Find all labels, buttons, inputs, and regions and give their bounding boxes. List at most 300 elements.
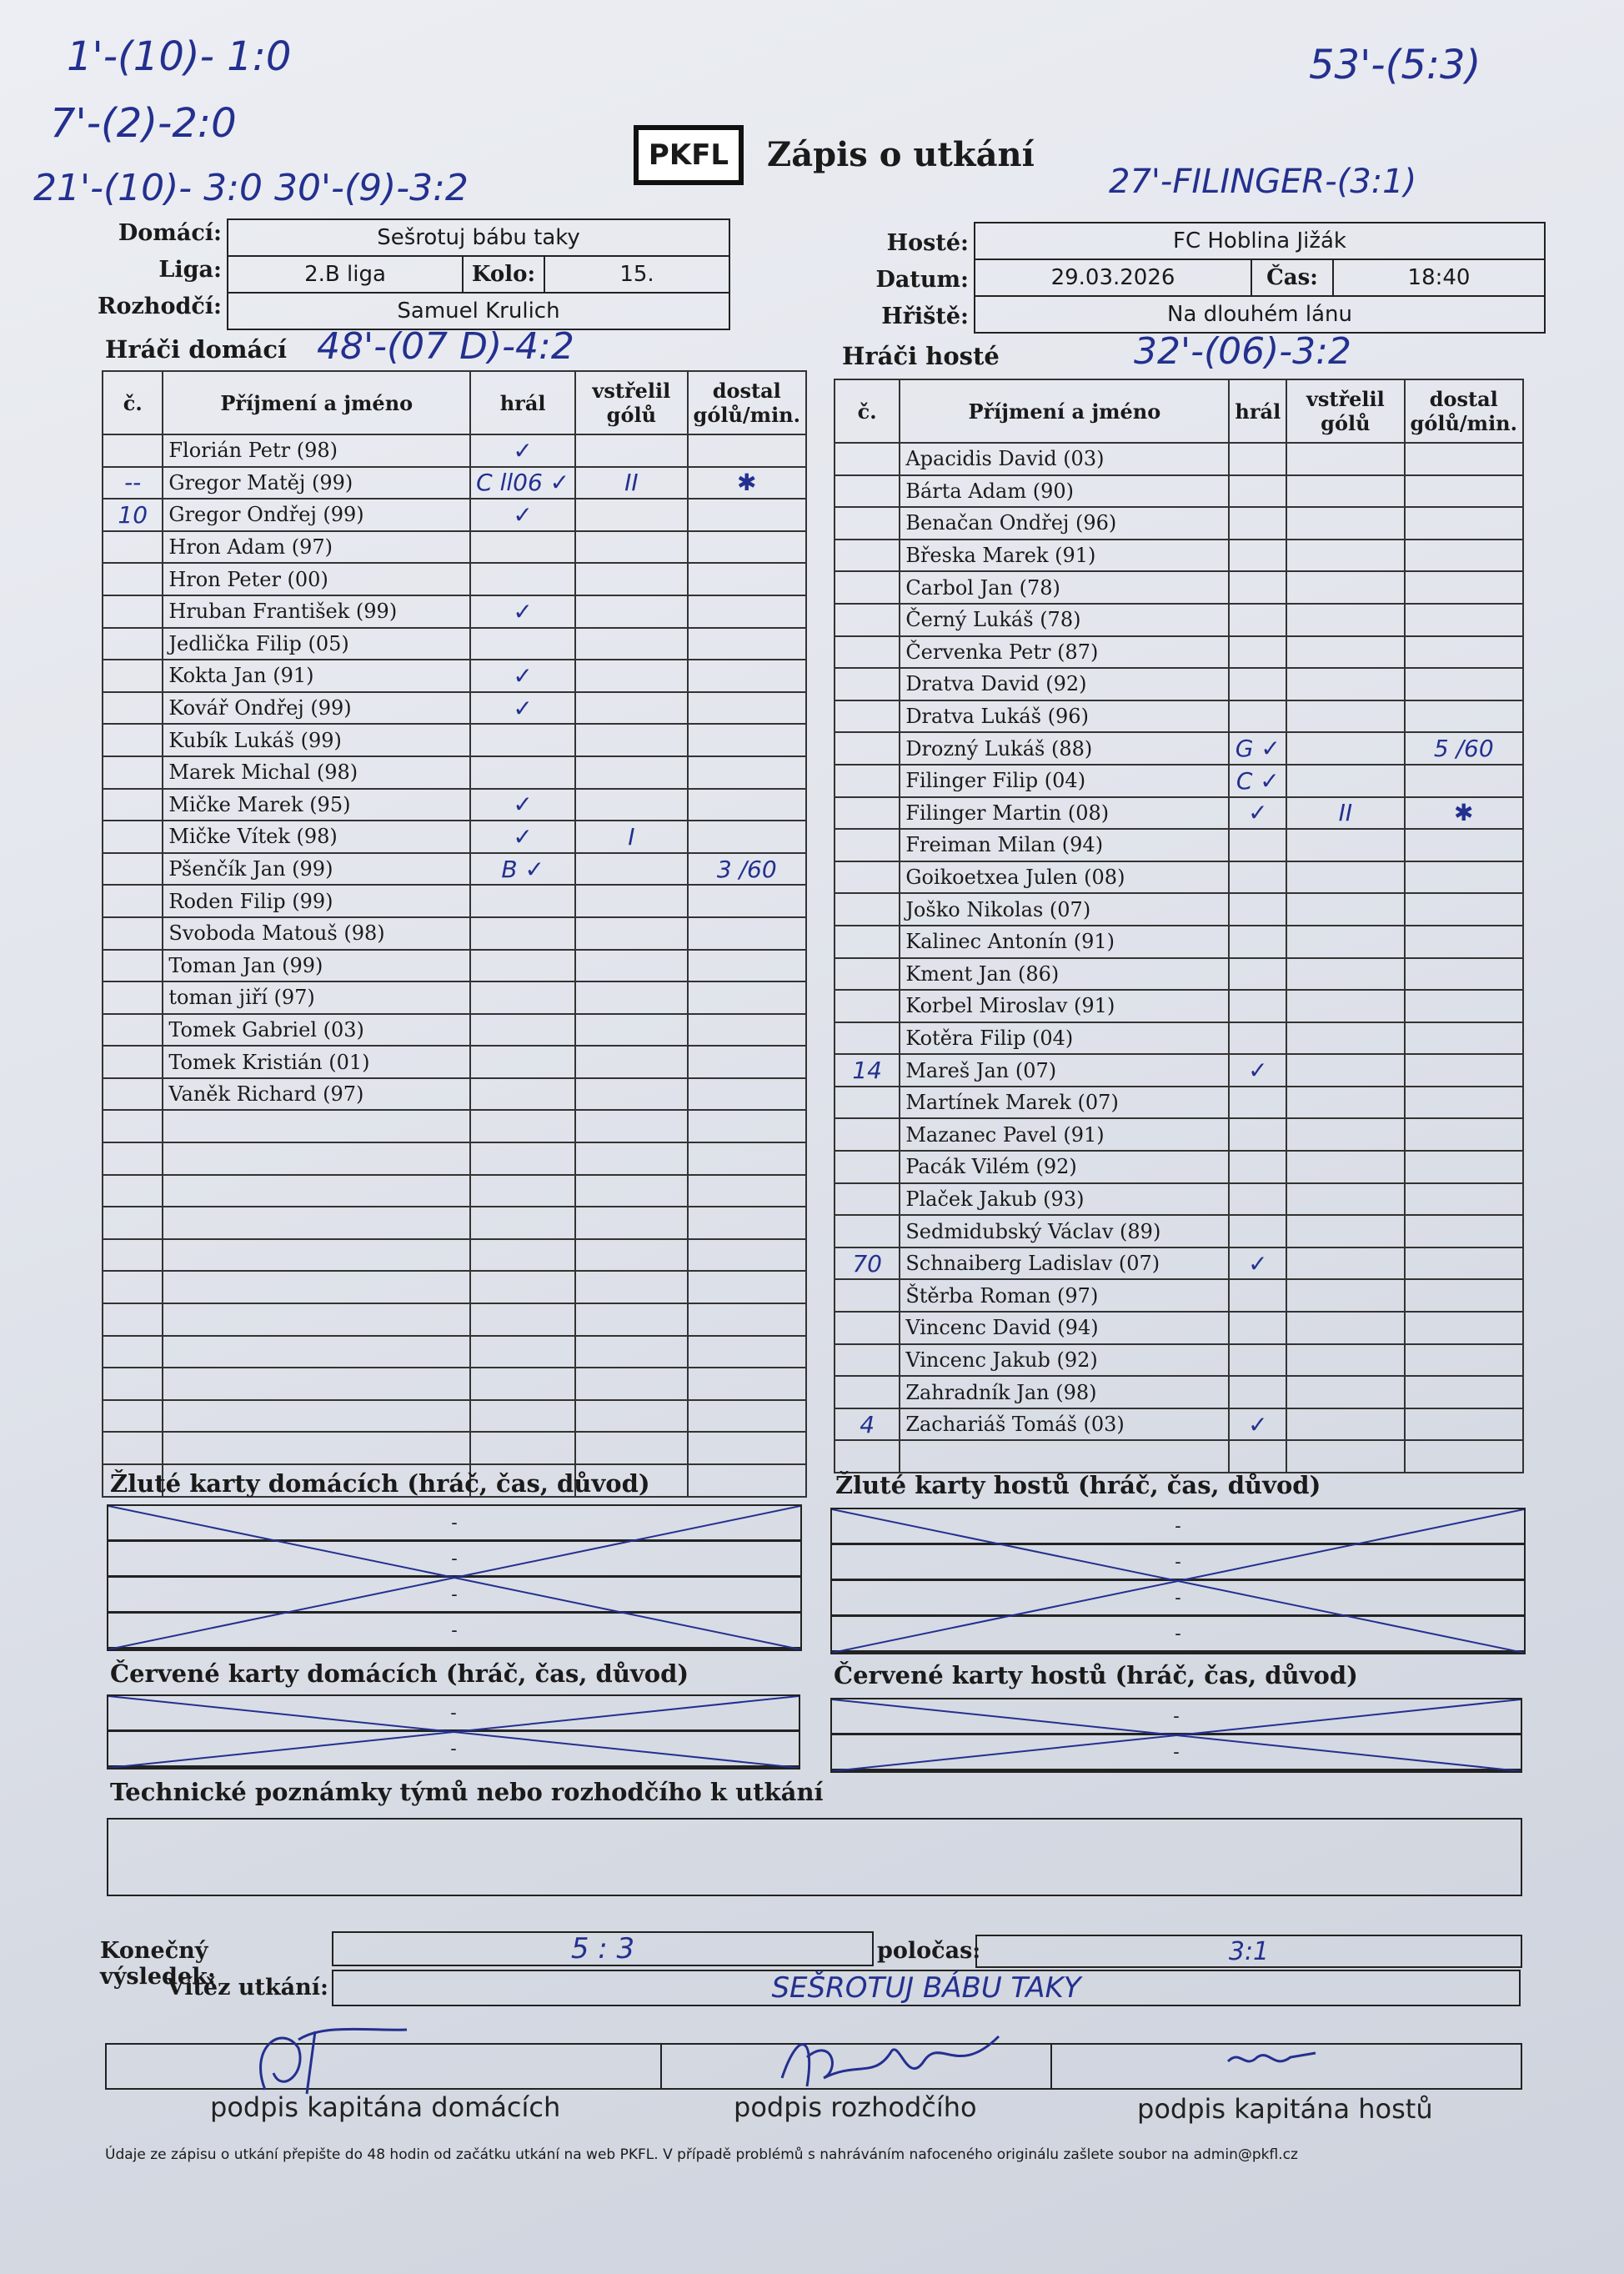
player-name[interactable]: Schnaiberg Ladislav (07) xyxy=(900,1247,1229,1280)
goals-scored[interactable] xyxy=(1286,443,1404,475)
player-number[interactable] xyxy=(103,1078,163,1111)
played-mark[interactable] xyxy=(1229,668,1286,700)
player-name[interactable]: Benačan Ondřej (96) xyxy=(900,507,1229,540)
goals-scored[interactable] xyxy=(1286,829,1404,861)
goals-conceded[interactable] xyxy=(688,821,806,853)
goals-conceded[interactable] xyxy=(688,1175,806,1207)
goals-scored[interactable] xyxy=(1286,732,1404,765)
goals-conceded[interactable] xyxy=(688,1110,806,1142)
goals-conceded[interactable] xyxy=(688,499,806,531)
goals-conceded[interactable] xyxy=(1405,1408,1523,1441)
goals-conceded[interactable] xyxy=(688,1368,806,1400)
goals-scored[interactable] xyxy=(1286,1022,1404,1055)
played-mark[interactable]: G ✓ xyxy=(1229,732,1286,765)
goals-conceded[interactable] xyxy=(1405,1151,1523,1183)
player-name[interactable]: Filinger Martin (08) xyxy=(900,797,1229,830)
player-name[interactable]: Gregor Ondřej (99) xyxy=(163,499,470,531)
player-name[interactable]: Freiman Milan (94) xyxy=(900,829,1229,861)
goals-scored[interactable] xyxy=(1286,893,1404,926)
goals-conceded[interactable] xyxy=(1405,668,1523,700)
goals-scored[interactable] xyxy=(575,595,687,628)
goals-scored[interactable] xyxy=(575,1336,687,1368)
player-name[interactable] xyxy=(163,1142,470,1175)
player-name[interactable]: Pacák Vilém (92) xyxy=(900,1151,1229,1183)
played-mark[interactable]: ✓ xyxy=(470,434,575,467)
field-field[interactable]: Na dlouhém lánu xyxy=(974,295,1546,334)
league-field[interactable]: 2.B liga xyxy=(227,255,464,294)
player-name[interactable]: Kubík Lukáš (99) xyxy=(163,724,470,756)
played-mark[interactable] xyxy=(1229,443,1286,475)
goals-conceded[interactable] xyxy=(1405,571,1523,604)
goals-conceded[interactable] xyxy=(1405,958,1523,991)
player-name[interactable]: Svoboda Matouš (98) xyxy=(163,917,470,950)
player-number[interactable] xyxy=(835,1440,900,1473)
player-name[interactable]: Černý Lukáš (78) xyxy=(900,604,1229,636)
player-name[interactable]: Mičke Marek (95) xyxy=(163,789,470,821)
goals-conceded[interactable] xyxy=(688,1432,806,1464)
played-mark[interactable]: ✓ xyxy=(470,692,575,725)
red-cards-guest-box[interactable] xyxy=(830,1698,1522,1773)
player-number[interactable] xyxy=(835,1087,900,1119)
player-number[interactable] xyxy=(103,917,163,950)
played-mark[interactable]: C ✓ xyxy=(1229,765,1286,797)
goals-scored[interactable] xyxy=(1286,1376,1404,1408)
goals-conceded[interactable] xyxy=(1405,443,1523,475)
goals-scored[interactable] xyxy=(1286,1279,1404,1312)
goals-conceded[interactable] xyxy=(1405,604,1523,636)
goals-conceded[interactable] xyxy=(1405,1022,1523,1055)
player-name[interactable]: Dratva David (92) xyxy=(900,668,1229,700)
goals-scored[interactable] xyxy=(1286,861,1404,894)
goals-scored[interactable] xyxy=(575,628,687,660)
player-number[interactable] xyxy=(103,724,163,756)
player-number[interactable] xyxy=(835,1279,900,1312)
goals-conceded[interactable] xyxy=(688,563,806,595)
goals-scored[interactable] xyxy=(575,756,687,789)
played-mark[interactable] xyxy=(1229,1279,1286,1312)
player-number[interactable] xyxy=(103,531,163,564)
player-name[interactable]: Hron Peter (00) xyxy=(163,563,470,595)
goals-scored[interactable] xyxy=(1286,636,1404,669)
goals-scored[interactable] xyxy=(575,1400,687,1433)
played-mark[interactable] xyxy=(1229,958,1286,991)
played-mark[interactable] xyxy=(470,950,575,982)
played-mark[interactable] xyxy=(470,1046,575,1078)
played-mark[interactable]: ✓ xyxy=(1229,1408,1286,1441)
goals-conceded[interactable] xyxy=(688,692,806,725)
goals-conceded[interactable]: 5 /60 xyxy=(1405,732,1523,765)
player-number[interactable] xyxy=(835,604,900,636)
player-number[interactable] xyxy=(835,1151,900,1183)
player-name[interactable]: Pšenčík Jan (99) xyxy=(163,853,470,886)
goals-conceded[interactable] xyxy=(688,1400,806,1433)
player-number[interactable] xyxy=(103,853,163,886)
played-mark[interactable] xyxy=(470,1175,575,1207)
player-number[interactable] xyxy=(835,540,900,572)
goals-conceded[interactable] xyxy=(688,789,806,821)
goals-scored[interactable] xyxy=(1286,1151,1404,1183)
played-mark[interactable] xyxy=(1229,1183,1286,1216)
goals-scored[interactable] xyxy=(575,1078,687,1111)
player-name[interactable]: Kotěra Filip (04) xyxy=(900,1022,1229,1055)
goals-scored[interactable] xyxy=(575,1303,687,1336)
played-mark[interactable] xyxy=(1229,1022,1286,1055)
yellow-cards-home-box[interactable] xyxy=(107,1504,802,1651)
goals-scored[interactable] xyxy=(1286,1408,1404,1441)
player-name[interactable] xyxy=(163,1110,470,1142)
goals-scored[interactable] xyxy=(575,1207,687,1239)
played-mark[interactable] xyxy=(470,917,575,950)
guest-team-field[interactable]: FC Hoblina Jižák xyxy=(974,222,1546,260)
goals-conceded[interactable] xyxy=(1405,829,1523,861)
player-name[interactable]: Vincenc David (94) xyxy=(900,1312,1229,1344)
player-number[interactable] xyxy=(103,1400,163,1433)
date-field[interactable]: 29.03.2026 xyxy=(974,259,1252,297)
played-mark[interactable]: B ✓ xyxy=(470,853,575,886)
played-mark[interactable] xyxy=(470,981,575,1014)
player-number[interactable] xyxy=(103,563,163,595)
played-mark[interactable] xyxy=(1229,604,1286,636)
player-name[interactable]: Vincenc Jakub (92) xyxy=(900,1344,1229,1377)
player-number[interactable] xyxy=(103,789,163,821)
goals-scored[interactable] xyxy=(575,853,687,886)
goals-conceded[interactable] xyxy=(688,1207,806,1239)
goals-scored[interactable] xyxy=(575,917,687,950)
player-number[interactable] xyxy=(835,636,900,669)
winner-field[interactable]: SEŠROTUJ BÁBU TAKY xyxy=(332,1970,1521,2006)
goals-scored[interactable] xyxy=(1286,604,1404,636)
played-mark[interactable] xyxy=(1229,861,1286,894)
played-mark[interactable] xyxy=(1229,571,1286,604)
played-mark[interactable] xyxy=(1229,893,1286,926)
goals-conceded[interactable] xyxy=(688,724,806,756)
player-name[interactable]: Sedmidubský Václav (89) xyxy=(900,1215,1229,1247)
played-mark[interactable] xyxy=(470,531,575,564)
player-number[interactable] xyxy=(103,1014,163,1047)
player-number[interactable] xyxy=(835,797,900,830)
goals-conceded[interactable] xyxy=(1405,636,1523,669)
player-name[interactable]: Hron Adam (97) xyxy=(163,531,470,564)
goals-conceded[interactable] xyxy=(688,1142,806,1175)
player-name[interactable] xyxy=(163,1303,470,1336)
goals-conceded[interactable] xyxy=(1405,1440,1523,1473)
played-mark[interactable] xyxy=(470,1336,575,1368)
player-name[interactable] xyxy=(163,1271,470,1303)
played-mark[interactable] xyxy=(1229,507,1286,540)
goals-conceded[interactable] xyxy=(688,1271,806,1303)
played-mark[interactable] xyxy=(470,1014,575,1047)
goals-conceded[interactable] xyxy=(688,885,806,917)
goals-scored[interactable] xyxy=(575,789,687,821)
played-mark[interactable] xyxy=(1229,700,1286,733)
goals-scored[interactable] xyxy=(575,981,687,1014)
goals-conceded[interactable] xyxy=(1405,1312,1523,1344)
player-name[interactable]: Břeska Marek (91) xyxy=(900,540,1229,572)
played-mark[interactable] xyxy=(470,1239,575,1272)
played-mark[interactable] xyxy=(470,628,575,660)
goals-conceded[interactable] xyxy=(1405,475,1523,508)
goals-scored[interactable] xyxy=(575,692,687,725)
goals-scored[interactable] xyxy=(1286,1312,1404,1344)
goals-scored[interactable] xyxy=(575,563,687,595)
goals-conceded[interactable] xyxy=(688,917,806,950)
played-mark[interactable]: ✓ xyxy=(470,789,575,821)
player-number[interactable] xyxy=(835,507,900,540)
goals-scored[interactable] xyxy=(1286,1247,1404,1280)
goals-scored[interactable] xyxy=(575,1014,687,1047)
player-number[interactable] xyxy=(103,1303,163,1336)
yellow-cards-guest-box[interactable] xyxy=(830,1508,1526,1654)
goals-scored[interactable]: II xyxy=(1286,797,1404,830)
player-number[interactable] xyxy=(103,1142,163,1175)
goals-conceded[interactable] xyxy=(1405,893,1523,926)
final-score-field[interactable]: 5 : 3 xyxy=(332,1931,874,1966)
goals-scored[interactable] xyxy=(575,1175,687,1207)
played-mark[interactable] xyxy=(1229,990,1286,1022)
player-name[interactable]: Korbel Miroslav (91) xyxy=(900,990,1229,1022)
goals-conceded[interactable] xyxy=(1405,1054,1523,1087)
player-name[interactable]: Martínek Marek (07) xyxy=(900,1087,1229,1119)
played-mark[interactable] xyxy=(1229,1344,1286,1377)
played-mark[interactable] xyxy=(1229,1376,1286,1408)
goals-scored[interactable] xyxy=(1286,507,1404,540)
played-mark[interactable] xyxy=(1229,829,1286,861)
goals-conceded[interactable] xyxy=(1405,990,1523,1022)
played-mark[interactable] xyxy=(470,563,575,595)
played-mark[interactable] xyxy=(470,1207,575,1239)
goals-scored[interactable] xyxy=(1286,475,1404,508)
player-name[interactable]: Zachariáš Tomáš (03) xyxy=(900,1408,1229,1441)
goals-conceded[interactable] xyxy=(688,660,806,692)
player-name[interactable] xyxy=(163,1336,470,1368)
player-name[interactable]: Kment Jan (86) xyxy=(900,958,1229,991)
player-name[interactable]: toman jiří (97) xyxy=(163,981,470,1014)
player-number[interactable] xyxy=(835,1312,900,1344)
player-name[interactable]: Toman Jan (99) xyxy=(163,950,470,982)
player-name[interactable] xyxy=(163,1368,470,1400)
player-number[interactable] xyxy=(103,1046,163,1078)
goals-conceded[interactable] xyxy=(688,434,806,467)
player-name[interactable]: Florián Petr (98) xyxy=(163,434,470,467)
player-name[interactable]: Tomek Kristián (01) xyxy=(163,1046,470,1078)
played-mark[interactable] xyxy=(470,1303,575,1336)
played-mark[interactable]: ✓ xyxy=(1229,797,1286,830)
played-mark[interactable] xyxy=(470,1432,575,1464)
player-number[interactable] xyxy=(835,1022,900,1055)
goals-scored[interactable] xyxy=(1286,1054,1404,1087)
referee-field[interactable]: Samuel Krulich xyxy=(227,292,730,330)
player-name[interactable]: Jedlička Filip (05) xyxy=(163,628,470,660)
player-name[interactable]: Plaček Jakub (93) xyxy=(900,1183,1229,1216)
goals-conceded[interactable] xyxy=(1405,1087,1523,1119)
goals-conceded[interactable] xyxy=(1405,700,1523,733)
player-number[interactable] xyxy=(835,893,900,926)
player-name[interactable]: Bárta Adam (90) xyxy=(900,475,1229,508)
goals-conceded[interactable]: ✱ xyxy=(1405,797,1523,830)
player-number[interactable] xyxy=(103,1175,163,1207)
goals-conceded[interactable] xyxy=(688,628,806,660)
played-mark[interactable] xyxy=(1229,636,1286,669)
player-name[interactable]: Tomek Gabriel (03) xyxy=(163,1014,470,1047)
player-number[interactable] xyxy=(835,990,900,1022)
goals-scored[interactable] xyxy=(1286,571,1404,604)
round-field[interactable]: 15. xyxy=(544,255,730,294)
goals-scored[interactable] xyxy=(1286,700,1404,733)
goals-conceded[interactable] xyxy=(1405,507,1523,540)
played-mark[interactable] xyxy=(470,1078,575,1111)
goals-scored[interactable] xyxy=(1286,958,1404,991)
played-mark[interactable]: ✓ xyxy=(470,660,575,692)
goals-scored[interactable] xyxy=(575,531,687,564)
goals-scored[interactable] xyxy=(1286,1087,1404,1119)
goals-conceded[interactable] xyxy=(1405,765,1523,797)
played-mark[interactable] xyxy=(470,1142,575,1175)
player-name[interactable]: Mareš Jan (07) xyxy=(900,1054,1229,1087)
player-number[interactable] xyxy=(103,756,163,789)
goals-conceded[interactable] xyxy=(688,1464,806,1497)
goals-conceded[interactable] xyxy=(1405,861,1523,894)
goals-scored[interactable] xyxy=(575,1432,687,1464)
player-number[interactable] xyxy=(103,950,163,982)
played-mark[interactable] xyxy=(1229,475,1286,508)
player-name[interactable]: Vaněk Richard (97) xyxy=(163,1078,470,1111)
player-name[interactable]: Marek Michal (98) xyxy=(163,756,470,789)
goals-scored[interactable] xyxy=(1286,765,1404,797)
player-number[interactable] xyxy=(835,829,900,861)
player-number[interactable] xyxy=(835,1344,900,1377)
player-name[interactable] xyxy=(900,1440,1229,1473)
played-mark[interactable] xyxy=(470,1110,575,1142)
player-number[interactable] xyxy=(103,821,163,853)
goals-scored[interactable] xyxy=(575,1271,687,1303)
home-team-field[interactable]: Sešrotuj bábu taky xyxy=(227,218,730,257)
goals-conceded[interactable] xyxy=(1405,1344,1523,1377)
player-number[interactable] xyxy=(835,700,900,733)
player-name[interactable]: Červenka Petr (87) xyxy=(900,636,1229,669)
halftime-field[interactable]: 3:1 xyxy=(975,1935,1522,1968)
player-name[interactable]: Goikoetxea Julen (08) xyxy=(900,861,1229,894)
player-name[interactable]: Kalinec Antonín (91) xyxy=(900,926,1229,958)
player-number[interactable] xyxy=(103,1207,163,1239)
player-name[interactable]: Drozný Lukáš (88) xyxy=(900,732,1229,765)
goals-conceded[interactable] xyxy=(688,1014,806,1047)
goals-conceded[interactable] xyxy=(688,981,806,1014)
goals-conceded[interactable]: ✱ xyxy=(688,467,806,499)
goals-scored[interactable] xyxy=(575,499,687,531)
player-number[interactable] xyxy=(835,765,900,797)
goals-conceded[interactable] xyxy=(688,1336,806,1368)
played-mark[interactable] xyxy=(470,1368,575,1400)
player-number[interactable] xyxy=(835,571,900,604)
player-name[interactable] xyxy=(163,1175,470,1207)
goals-conceded[interactable] xyxy=(1405,1247,1523,1280)
goals-scored[interactable] xyxy=(575,1110,687,1142)
goals-scored[interactable] xyxy=(575,434,687,467)
player-number[interactable] xyxy=(835,732,900,765)
player-name[interactable] xyxy=(163,1432,470,1464)
goals-scored[interactable] xyxy=(575,1142,687,1175)
player-number[interactable] xyxy=(103,1336,163,1368)
player-number[interactable] xyxy=(103,1432,163,1464)
played-mark[interactable] xyxy=(1229,1215,1286,1247)
played-mark[interactable]: ✓ xyxy=(1229,1247,1286,1280)
played-mark[interactable] xyxy=(470,756,575,789)
player-number[interactable] xyxy=(103,660,163,692)
player-number[interactable] xyxy=(835,475,900,508)
goals-conceded[interactable] xyxy=(688,1046,806,1078)
goals-scored[interactable] xyxy=(575,724,687,756)
goals-scored[interactable] xyxy=(575,1046,687,1078)
played-mark[interactable] xyxy=(470,1400,575,1433)
goals-conceded[interactable] xyxy=(1405,1376,1523,1408)
player-number[interactable] xyxy=(835,1118,900,1151)
player-name[interactable]: Gregor Matěj (99) xyxy=(163,467,470,499)
played-mark[interactable] xyxy=(1229,1118,1286,1151)
player-number[interactable] xyxy=(103,981,163,1014)
player-number[interactable] xyxy=(103,628,163,660)
played-mark[interactable]: ✓ xyxy=(470,821,575,853)
goals-conceded[interactable] xyxy=(1405,1183,1523,1216)
player-name[interactable]: Štěrba Roman (97) xyxy=(900,1279,1229,1312)
player-name[interactable]: Kokta Jan (91) xyxy=(163,660,470,692)
goals-conceded[interactable] xyxy=(1405,1118,1523,1151)
player-number[interactable] xyxy=(103,692,163,725)
player-number[interactable] xyxy=(835,668,900,700)
played-mark[interactable]: C ll06 ✓ xyxy=(470,467,575,499)
player-name[interactable]: Hruban František (99) xyxy=(163,595,470,628)
player-number[interactable] xyxy=(103,1368,163,1400)
player-number[interactable] xyxy=(103,885,163,917)
goals-conceded[interactable] xyxy=(1405,1279,1523,1312)
player-name[interactable]: Mazanec Pavel (91) xyxy=(900,1118,1229,1151)
player-number[interactable] xyxy=(835,1215,900,1247)
player-name[interactable]: Filinger Filip (04) xyxy=(900,765,1229,797)
goals-conceded[interactable] xyxy=(688,595,806,628)
goals-scored[interactable] xyxy=(1286,990,1404,1022)
goals-conceded[interactable]: 3 /60 xyxy=(688,853,806,886)
technical-notes-box[interactable] xyxy=(107,1818,1522,1896)
played-mark[interactable] xyxy=(1229,1151,1286,1183)
played-mark[interactable] xyxy=(470,1271,575,1303)
goals-scored[interactable]: II xyxy=(575,467,687,499)
goals-scored[interactable] xyxy=(575,885,687,917)
played-mark[interactable] xyxy=(1229,926,1286,958)
player-name[interactable]: Carbol Jan (78) xyxy=(900,571,1229,604)
played-mark[interactable] xyxy=(1229,1312,1286,1344)
goals-scored[interactable] xyxy=(1286,1118,1404,1151)
player-number[interactable] xyxy=(103,434,163,467)
goals-conceded[interactable] xyxy=(688,756,806,789)
played-mark[interactable] xyxy=(1229,1440,1286,1473)
player-name[interactable]: Kovář Ondřej (99) xyxy=(163,692,470,725)
goals-conceded[interactable] xyxy=(688,950,806,982)
player-name[interactable] xyxy=(163,1239,470,1272)
player-name[interactable]: Joško Nikolas (07) xyxy=(900,893,1229,926)
player-number[interactable]: 70 xyxy=(835,1247,900,1280)
player-number[interactable] xyxy=(835,958,900,991)
player-number[interactable] xyxy=(835,1183,900,1216)
red-cards-home-box[interactable] xyxy=(107,1694,800,1770)
player-number[interactable] xyxy=(835,443,900,475)
player-number[interactable]: -- xyxy=(103,467,163,499)
goals-scored[interactable] xyxy=(1286,1440,1404,1473)
player-name[interactable]: Zahradník Jan (98) xyxy=(900,1376,1229,1408)
goals-scored[interactable] xyxy=(1286,1344,1404,1377)
player-number[interactable]: 14 xyxy=(835,1054,900,1087)
goals-conceded[interactable] xyxy=(688,1078,806,1111)
player-number[interactable] xyxy=(103,1110,163,1142)
player-number[interactable]: 10 xyxy=(103,499,163,531)
